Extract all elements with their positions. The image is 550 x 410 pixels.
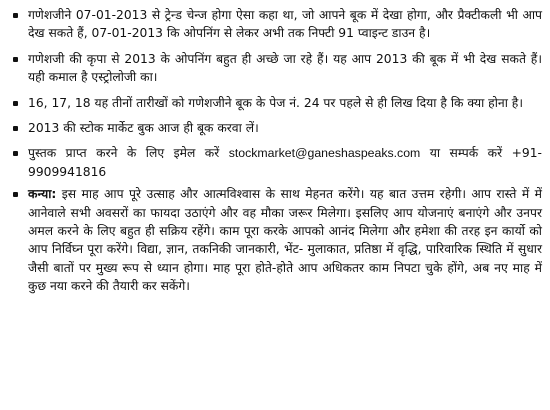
- sign-label: कन्या:: [28, 187, 57, 202]
- contact-text-after: या सम्पर्क करें +91-9909941816: [28, 146, 542, 179]
- list-item-text: 16, 17, 18 यह तीनों तारीखों को गणेशजीने बूक के पेज नं. 24 पर पहले से ही लिख दिया है कि क्या होना है।: [28, 95, 523, 110]
- bullet-icon: [13, 101, 18, 106]
- list-item: [6, 119, 542, 137]
- list-item: [6, 50, 542, 87]
- bullet-icon: [13, 151, 18, 156]
- horoscope-item: [6, 185, 542, 295]
- bullet-icon: [13, 192, 18, 197]
- horoscope-text: इस माह आप पूरे उत्साह और आत्मविश्वास के साथ मेहनत करेंगे। यह बात उत्तम रहेगी। आप रास्ते में में आनेवाले सभी अवसरों का फायदा उठाएंगे और वह मौका जरूर मिलेगा। इसलिए आप योजनाएं बनाएंगे और उनपर अमल करने के लिए बहुत ही सक्रिय रहेंगे। काम पूरा करके आपको आनंद मिलेगा और हमेशा की तरह इन कार्यो को आप निर्विघ्न पूरा करेंगे। विद्या, ज्ञान, तकनिकी जानकारी, भेंट- मुलाकात, प्रतिष्ठा में वृद्धि, पारिवारिक स्थिति में सुधार जैसी बातों पर मुख्य रूप से ध्यान होगा। माह पूरा होते-होते आप अधिकतर काम निपटा चुके होंगे, अब नए माह में कुछ नया करने की तैयारी कर सकेंगे।: [28, 187, 542, 294]
- bullet-icon: [13, 126, 18, 131]
- bullet-icon: [13, 57, 18, 62]
- email-text: stockmarket@ganeshaspeaks.com: [228, 146, 421, 161]
- list-item: [6, 6, 542, 43]
- list-item: [6, 94, 542, 112]
- contact-item: [6, 144, 542, 181]
- contact-text-before: पुस्तक प्राप्त करने के लिए इमेल करें: [28, 146, 229, 161]
- bullet-list: [6, 6, 542, 296]
- list-item-text: गणेशजीने 07-01-2013 से ट्रेन्ड चेन्ज होगा ऐसा कहा था, जो आपने बूक में देखा होगा, और प्रैक्टीकली भी आप देख सकते हैं, 07-01-2013 कि ओपनिंग से लेकर अभी तक निफ्टी 91 प्वाइन्ट डाउन है।: [28, 8, 542, 41]
- list-item-text: 2013 की स्टोक मार्केट बुक आज ही बूक करवा लें।: [28, 121, 259, 136]
- list-item-text: गणेशजी की कृपा से 2013 के ओपनिंग बहुत ही अच्छे जा रहे हैं। यह आप 2013 की बूक में भी देख सकते हैं। यही कमाल है एस्ट्रोलोजी का।: [28, 51, 542, 85]
- bullet-icon: [13, 13, 18, 18]
